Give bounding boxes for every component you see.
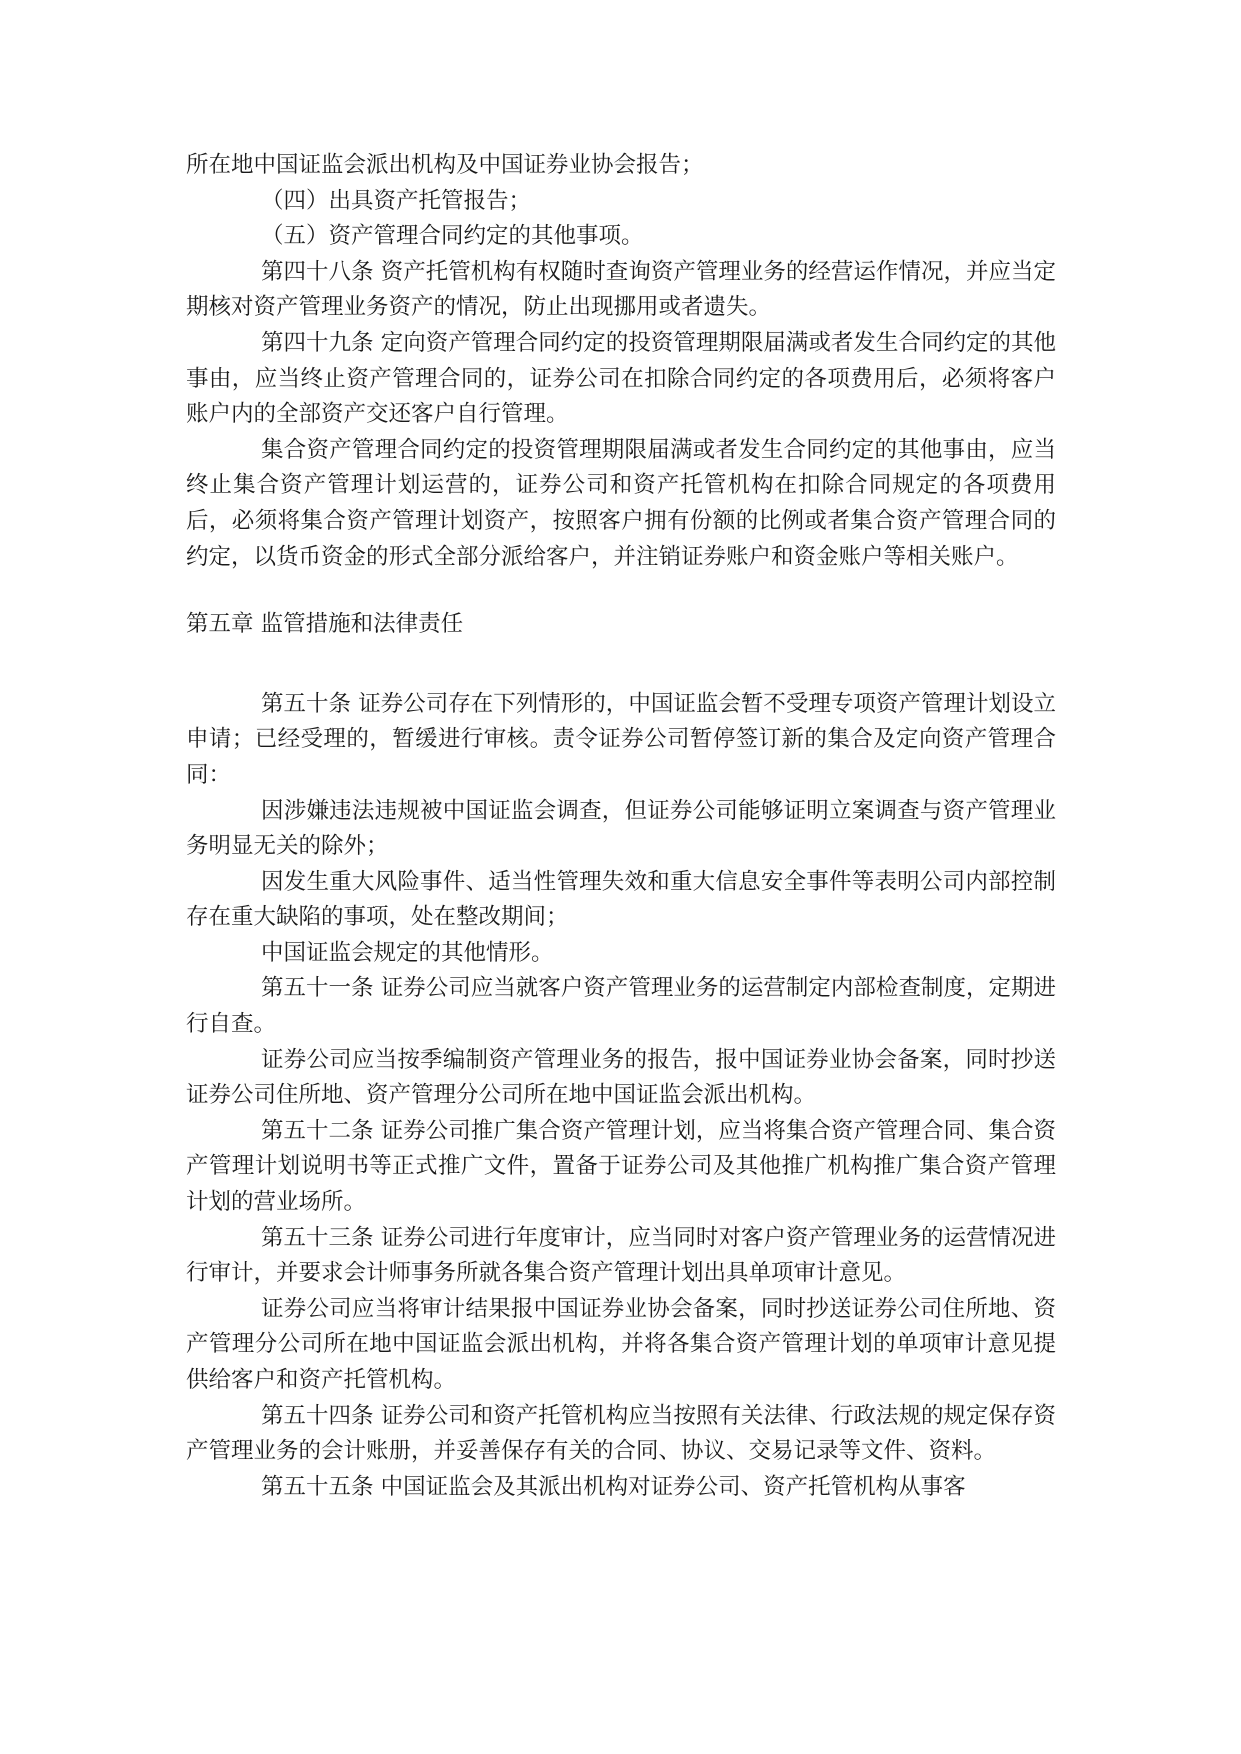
- spacer: [186, 643, 1056, 687]
- paragraph: 第五十五条 中国证监会及其派出机构对证券公司、资产托管机构从事客: [261, 1473, 966, 1500]
- paragraph: 第四十八条 资产托管机构有权随时查询资产管理业务的经营运作情况，并应当定期核对资产管理业务资产的情况，防止出现挪用或者遗失。: [186, 258, 1056, 321]
- paragraph: （四）出具资产托管报告；: [261, 187, 532, 214]
- paragraph: 第五十一条 证券公司应当就客户资产管理业务的运营制定内部检查制度，定期进行自查。: [186, 975, 1056, 1038]
- paragraph: 第五十四条 证券公司和资产托管机构应当按照有关法律、行政法规的规定保存资产管理业务的会计账册，并妥善保存有关的合同、协议、交易记录等文件、资料。: [186, 1402, 1056, 1465]
- paragraph: （五）资产管理合同约定的其他事项。: [261, 223, 644, 250]
- section-before-chapter: [186, 148, 1056, 575]
- paragraph: 第四十九条 定向资产管理合同约定的投资管理期限届满或者发生合同约定的其他事由，应当终止资产管理合同的，证券公司在扣除合同约定的各项费用后，必须将客户账户内的全部资产交还客户自行管理。: [186, 329, 1056, 428]
- paragraph: 因发生重大风险事件、适当性管理失效和重大信息安全事件等表明公司内部控制存在重大缺陷的事项，处在整改期间；: [186, 868, 1056, 931]
- section-after-chapter: [186, 687, 1056, 1506]
- paragraph: 证券公司应当按季编制资产管理业务的报告，报中国证券业协会备案，同时抄送证券公司住所地、资产管理分公司所在地中国证监会派出机构。: [186, 1046, 1056, 1109]
- paragraph: 证券公司应当将审计结果报中国证券业协会备案，同时抄送证券公司住所地、资产管理分公司所在地中国证监会派出机构，并将各集合资产管理计划的单项审计意见提供给客户和资产托管机构。: [186, 1295, 1056, 1393]
- document-body: [186, 148, 1056, 1505]
- paragraph: 第五十三条 证券公司进行年度审计，应当同时对客户资产管理业务的运营情况进行审计，并要求会计师事务所就各集合资产管理计划出具单项审计意见。: [186, 1224, 1056, 1287]
- paragraph: 中国证监会规定的其他情形。: [261, 939, 554, 966]
- paragraph: 所在地中国证监会派出机构及中国证券业协会报告；: [186, 152, 704, 178]
- chapter-heading: 第五章 监管措施和法律责任: [186, 611, 464, 638]
- spacer: [186, 575, 1056, 607]
- paragraph: 因涉嫌违法违规被中国证监会调查，但证券公司能够证明立案调查与资产管理业务明显无关的除外；: [186, 797, 1056, 860]
- paragraph: 第五十条 证券公司存在下列情形的，中国证监会暂不受理专项资产管理计划设立申请；已经受理的，暂缓进行审核。责令证券公司暂停签订新的集合及定向资产管理合同：: [186, 690, 1056, 788]
- paragraph: 第五十二条 证券公司推广集合资产管理计划，应当将集合资产管理合同、集合资产管理计划说明书等正式推广文件，置备于证券公司及其他推广机构推广集合资产管理计划的营业场所。: [186, 1117, 1056, 1216]
- paragraph: 集合资产管理合同约定的投资管理期限届满或者发生合同约定的其他事由，应当终止集合资产管理计划运营的，证券公司和资产托管机构在扣除合同规定的各项费用后，必须将集合资产管理计划资产，按照客户拥有份额的比例或者集合资产管理合同的约定，以货币资金的形式全部分派给客户，并注销证券账户和资金账户等相关账户。: [186, 436, 1056, 570]
